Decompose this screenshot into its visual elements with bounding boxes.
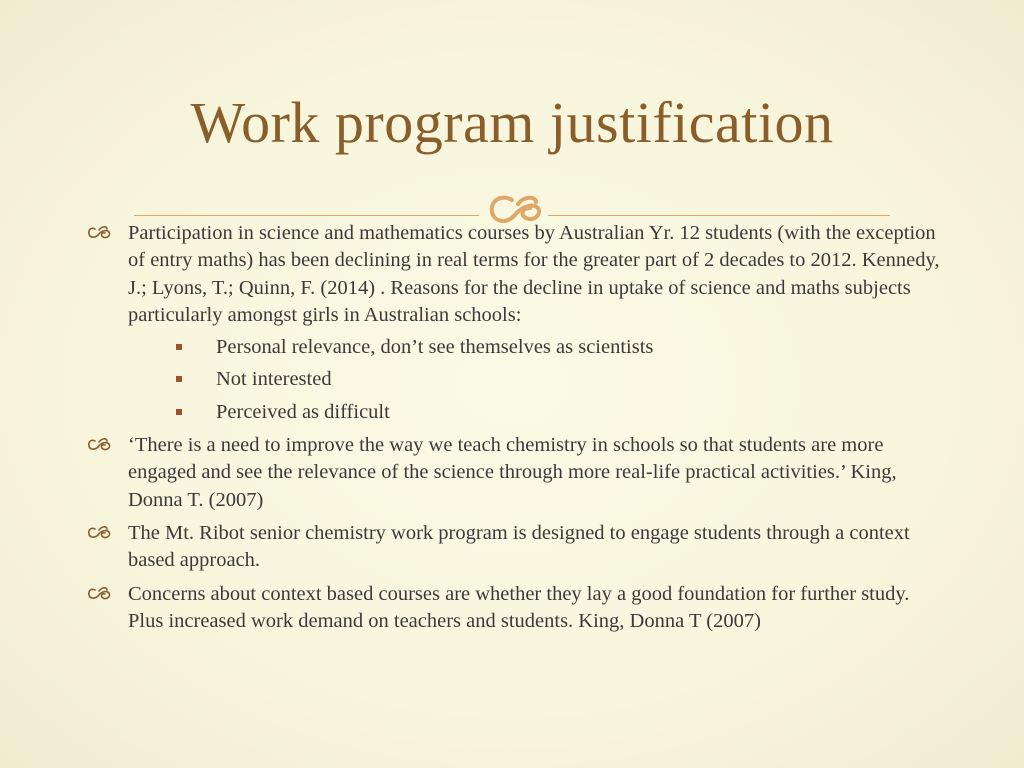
list-item-text: ‘There is a need to improve the way we teach chemistry in schools so that students are more engaged and see the relevance of the science through more real-life practical activities.’ King, Donna T. (2007) — [128, 434, 897, 511]
bullet-list — [86, 220, 946, 641]
list-item — [86, 432, 946, 514]
ornament-bullet-icon — [86, 522, 112, 544]
square-bullet-icon — [176, 344, 182, 350]
sub-list-item — [128, 366, 946, 393]
list-item — [86, 581, 946, 636]
list-item-text: Concerns about context based courses are whether they lay a good foundation for further study. Plus increased work demand on teachers and students. King, Donna T (2007) — [128, 582, 910, 632]
sub-list-item — [128, 399, 946, 426]
sub-list-item — [128, 334, 946, 361]
sub-list — [128, 334, 946, 426]
ornament-bullet-icon — [86, 583, 112, 605]
title-rule-left — [134, 215, 479, 216]
list-item — [86, 520, 946, 575]
slide-title: Work program justification — [190, 90, 834, 155]
sub-list-item-text: Not interested — [216, 368, 332, 391]
ornament-bullet-icon — [86, 434, 112, 456]
sub-list-item-text: Personal relevance, don’t see themselves as scientists — [216, 336, 654, 359]
title-rule-right — [548, 215, 890, 216]
sub-list-item-text: Perceived as difficult — [216, 400, 390, 423]
list-item-text: The Mt. Ribot senior chemistry work program is designed to engage students through a context based approach. — [128, 521, 910, 572]
square-bullet-icon — [176, 376, 182, 382]
list-item-text: Participation in science and mathematics courses by Australian Yr. 12 students (with the exception of entry maths) has been declining in real terms for the greater part of 2 decades to 2012. Kennedy, J.; Lyons, T.; Quinn, F. (2014) . Reasons for the decline in uptake of science and maths subjects particularly amongst girls in Australian schools: — [128, 222, 940, 326]
list-item — [86, 220, 946, 426]
ornament-bullet-icon — [86, 222, 112, 244]
square-bullet-icon — [176, 409, 182, 415]
